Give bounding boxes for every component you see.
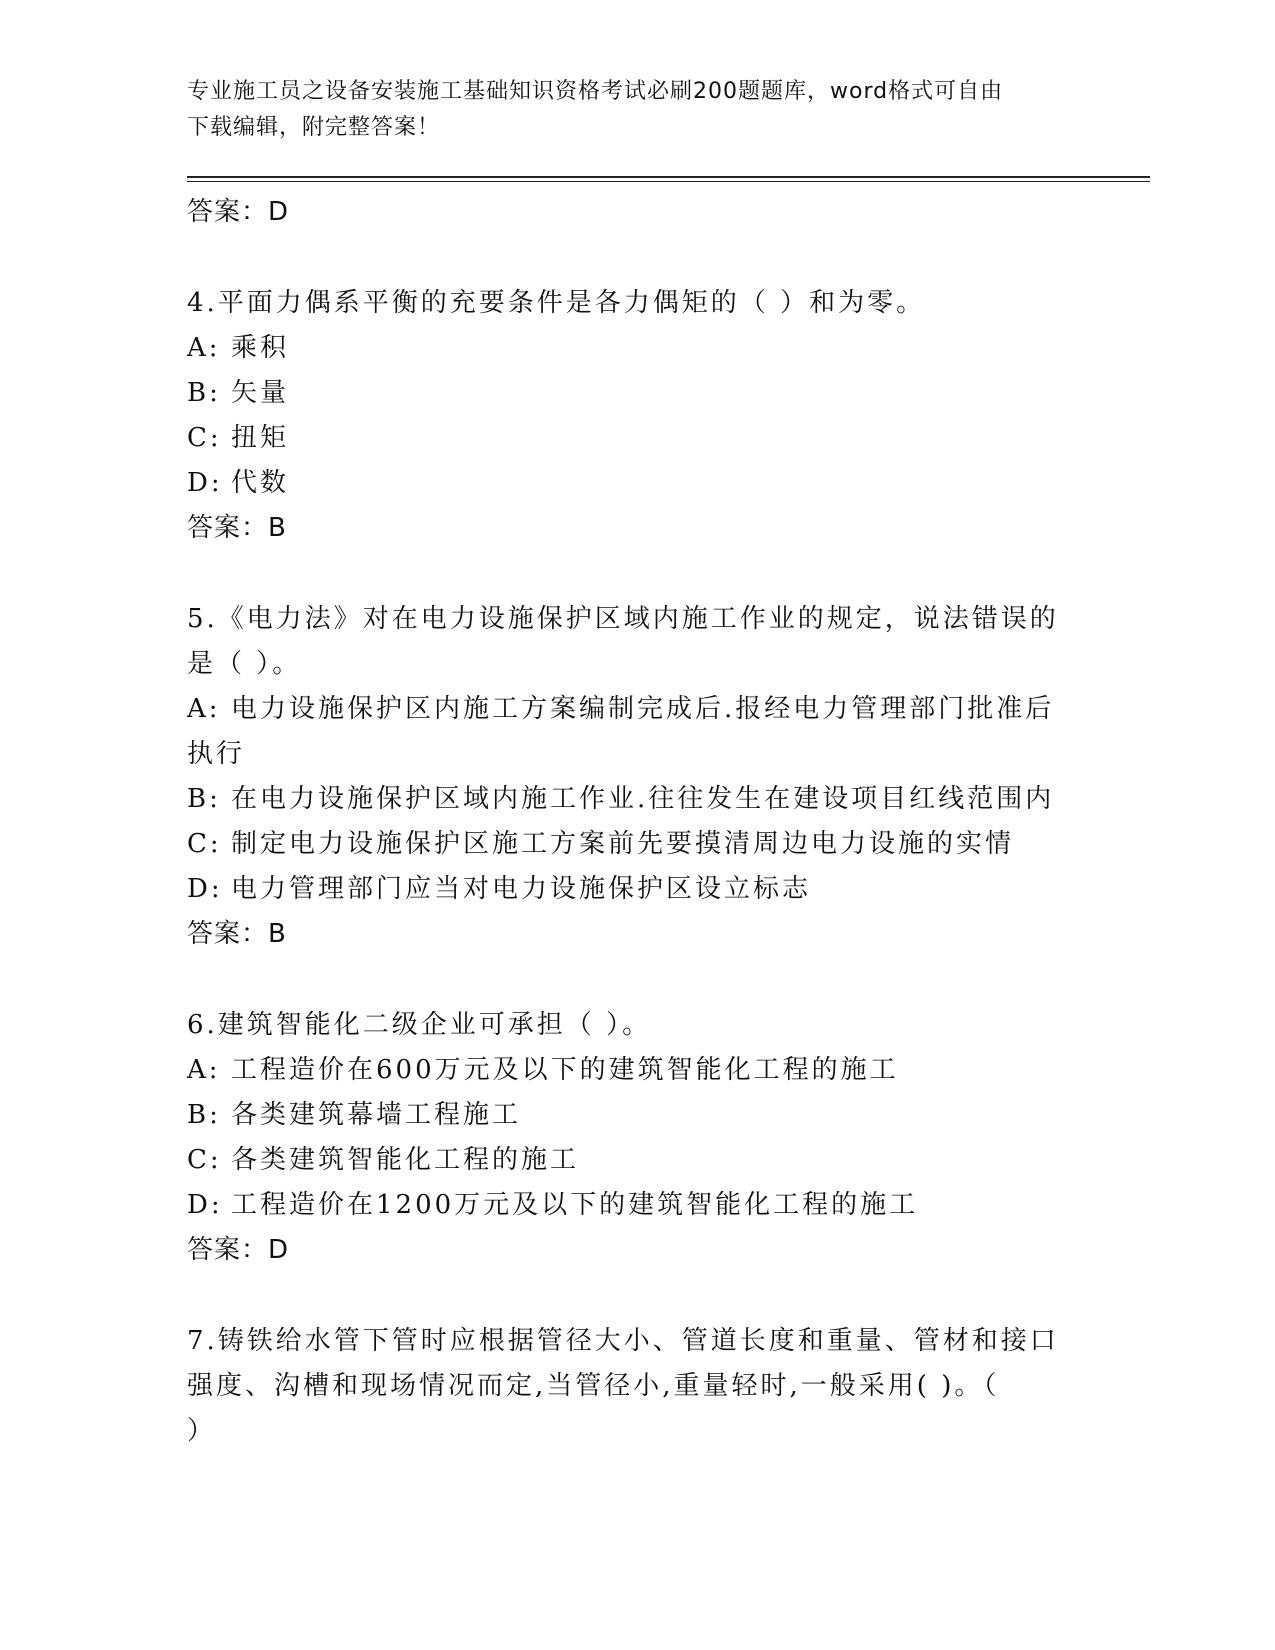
option-a [187, 1048, 1087, 1093]
question-block [187, 1003, 1087, 1273]
page-header [187, 74, 1067, 146]
option-a [187, 326, 1087, 371]
spacer [187, 551, 1087, 597]
answer-line: 答案：D [187, 197, 290, 227]
option-letter: B: [187, 378, 221, 408]
option-letter: B: [187, 1100, 221, 1130]
option-text: 代数 [231, 468, 290, 498]
option-letter: A: [187, 333, 221, 363]
question-block [187, 597, 1087, 957]
option-a [187, 687, 1087, 732]
question-block [187, 1319, 1087, 1454]
question-stem: 4.平面力偶系平衡的充要条件是各力偶矩的（ ）和为零。 [187, 288, 926, 318]
option-letter: B: [187, 784, 221, 814]
question-stem-cont: 是（ ）。 [187, 649, 302, 679]
answer-line: 答案：B [187, 513, 287, 543]
option-letter: A: [187, 694, 221, 724]
option-letter: C: [187, 1145, 222, 1175]
option-text: 矢量 [231, 378, 290, 408]
option-text: 工程造价在1200万元及以下的建筑智能化工程的施工 [231, 1190, 919, 1220]
option-c [187, 416, 1087, 461]
question-stem: 7.铸铁给水管下管时应根据管径大小、管道长度和重量、管材和接口 [187, 1326, 1059, 1356]
question-list [187, 190, 1087, 1454]
option-letter: C: [187, 423, 222, 453]
header-line-2: 下载编辑，附完整答案！ [187, 115, 441, 140]
answer-line: 答案：D [187, 1235, 290, 1265]
option-letter: D: [187, 468, 223, 498]
question-stem-cont: ） [187, 1416, 217, 1446]
option-text: 电力管理部门应当对电力设施保护区设立标志 [231, 874, 812, 904]
question-stem-cont: 强度、沟槽和现场情况而定,当管径小,重量轻时,一般采用( )。（ [187, 1371, 1000, 1401]
spacer [187, 957, 1087, 1003]
option-text: 电力设施保护区内施工方案编制完成后.报经电力管理部门批准后 [231, 694, 1055, 724]
answer-line: 答案：B [187, 919, 287, 949]
option-letter: C: [187, 829, 222, 859]
question-stem: 5.《电力法》对在电力设施保护区域内施工作业的规定，说法错误的 [187, 604, 1059, 634]
option-text: 在电力设施保护区域内施工作业.往往发生在建设项目红线范围内 [231, 784, 1055, 814]
option-letter: D: [187, 874, 223, 904]
question-stem: 6.建筑智能化二级企业可承担（ ）。 [187, 1010, 652, 1040]
spacer [187, 235, 1087, 281]
spacer [187, 1273, 1087, 1319]
option-text: 乘积 [231, 333, 290, 363]
option-text: 工程造价在600万元及以下的建筑智能化工程的施工 [231, 1055, 899, 1085]
option-d [187, 461, 1087, 506]
option-b [187, 777, 1087, 822]
header-rule-thick [187, 176, 1150, 178]
option-b [187, 371, 1087, 416]
option-b [187, 1093, 1087, 1138]
option-c [187, 1138, 1087, 1183]
option-text: 扭矩 [231, 423, 290, 453]
option-text: 制定电力设施保护区施工方案前先要摸清周边电力设施的实情 [231, 829, 1015, 859]
option-text: 各类建筑幕墙工程施工 [231, 1100, 522, 1130]
option-d [187, 867, 1087, 912]
option-d [187, 1183, 1087, 1228]
option-a-cont: 执行 [187, 739, 246, 769]
option-c [187, 822, 1087, 867]
option-letter: D: [187, 1190, 223, 1220]
header-line-1: 专业施工员之设备安装施工基础知识资格考试必刷200题题库，word格式可自由 [187, 79, 1004, 104]
option-letter: A: [187, 1055, 221, 1085]
option-text: 各类建筑智能化工程的施工 [231, 1145, 580, 1175]
question-block [187, 281, 1087, 551]
header-rule-thin [187, 181, 1150, 182]
